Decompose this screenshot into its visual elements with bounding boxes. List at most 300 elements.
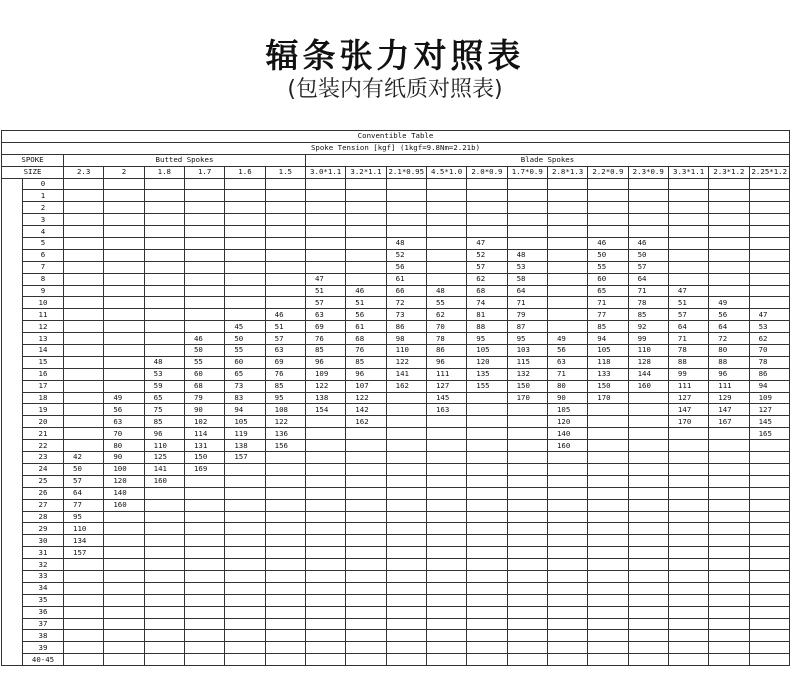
tension-cell: 71 (507, 297, 547, 309)
tension-cell (668, 475, 708, 487)
tension-cell (386, 214, 426, 226)
tension-cell (426, 511, 466, 523)
tension-cell: 71 (588, 297, 628, 309)
tension-cell (184, 570, 224, 582)
tension-cell (467, 642, 507, 654)
tension-cell (265, 238, 305, 250)
tension-cell: 96 (144, 428, 184, 440)
column-header: 2.3*0.9 (628, 166, 668, 178)
tension-cell (386, 475, 426, 487)
tension-cell (507, 582, 547, 594)
tension-cell (507, 594, 547, 606)
tension-cell: 86 (386, 321, 426, 333)
tension-cell: 60 (225, 356, 265, 368)
row-reading-label: 12 (23, 321, 64, 333)
tension-cell (386, 511, 426, 523)
tension-cell (628, 630, 668, 642)
tension-cell (426, 463, 466, 475)
tension-cell (547, 535, 587, 547)
tension-cell (749, 511, 789, 523)
tension-cell (709, 440, 749, 452)
tension-cell (225, 511, 265, 523)
tension-cell (507, 487, 547, 499)
tension-cell: 70 (749, 345, 789, 357)
tension-cell: 69 (305, 321, 345, 333)
tension-cell: 145 (426, 392, 466, 404)
caption-row-2 (2, 142, 790, 154)
tension-cell: 51 (668, 297, 708, 309)
table-row (2, 214, 790, 226)
tension-cell (305, 499, 345, 511)
tension-cell (547, 511, 587, 523)
tension-cell (144, 570, 184, 582)
tension-cell: 109 (749, 392, 789, 404)
tension-cell: 122 (305, 380, 345, 392)
tension-cell: 85 (588, 321, 628, 333)
tension-cell (749, 226, 789, 238)
tension-cell: 80 (104, 440, 144, 452)
tension-cell: 50 (64, 463, 104, 475)
tension-cell (144, 630, 184, 642)
tension-cell (507, 214, 547, 226)
table-row (2, 511, 790, 523)
tension-cell (709, 582, 749, 594)
tension-cell (104, 618, 144, 630)
tension-cell: 65 (144, 392, 184, 404)
tension-cell (104, 630, 144, 642)
tension-cell (668, 487, 708, 499)
table-subcaption: Spoke Tension [kgf] (1kgf=9.8Nm=2.21b) (2, 142, 790, 154)
tension-cell (709, 523, 749, 535)
tension-cell (225, 202, 265, 214)
tension-cell (386, 582, 426, 594)
table-row (2, 428, 790, 440)
tension-cell: 109 (305, 368, 345, 380)
tension-cell (588, 547, 628, 559)
tension-cell (628, 654, 668, 666)
tension-cell: 88 (467, 321, 507, 333)
tension-cell (547, 452, 587, 464)
tension-cell (749, 559, 789, 571)
row-reading-label: 9 (23, 285, 64, 297)
tension-cell (588, 416, 628, 428)
tension-cell (668, 511, 708, 523)
tension-cell (709, 570, 749, 582)
tension-cell (668, 463, 708, 475)
tension-cell (668, 630, 708, 642)
row-reading-label: 37 (23, 618, 64, 630)
spoke-label: SPOKE (2, 154, 64, 166)
tension-cell (588, 535, 628, 547)
tension-cell (386, 416, 426, 428)
tension-cell (749, 475, 789, 487)
tension-cell (507, 178, 547, 190)
tension-cell: 85 (305, 345, 345, 357)
tension-cell: 46 (628, 238, 668, 250)
tension-cell (426, 606, 466, 618)
tension-cell: 154 (305, 404, 345, 416)
tension-cell (507, 559, 547, 571)
tension-cell (346, 618, 386, 630)
tension-cell (184, 654, 224, 666)
tension-cell (104, 642, 144, 654)
tension-cell (668, 249, 708, 261)
column-header: 2 (104, 166, 144, 178)
tension-cell (305, 487, 345, 499)
tension-cell: 120 (104, 475, 144, 487)
tension-cell (184, 261, 224, 273)
tension-cell: 85 (628, 309, 668, 321)
tension-cell: 135 (467, 368, 507, 380)
size-header-row (2, 166, 790, 178)
tension-cell (144, 523, 184, 535)
tension-cell (144, 606, 184, 618)
tension-cell (305, 535, 345, 547)
tension-cell (467, 416, 507, 428)
tension-cell: 142 (346, 404, 386, 416)
table-row (2, 321, 790, 333)
tension-cell (426, 273, 466, 285)
tension-cell (104, 654, 144, 666)
tension-cell: 114 (184, 428, 224, 440)
tension-cell (305, 463, 345, 475)
tension-cell (305, 547, 345, 559)
tension-cell: 64 (668, 321, 708, 333)
tension-cell (104, 523, 144, 535)
tension-cell (749, 630, 789, 642)
tension-cell (668, 428, 708, 440)
row-reading-label: 15 (23, 356, 64, 368)
tension-cell (588, 654, 628, 666)
tension-cell (184, 487, 224, 499)
tension-cell: 98 (386, 333, 426, 345)
tension-cell (507, 654, 547, 666)
tension-cell (628, 559, 668, 571)
tension-cell (709, 226, 749, 238)
tension-cell (467, 452, 507, 464)
tension-cell: 90 (184, 404, 224, 416)
tension-cell (346, 440, 386, 452)
tension-cell (386, 654, 426, 666)
tension-cell (588, 178, 628, 190)
tension-cell (749, 547, 789, 559)
size-label: SIZE (2, 166, 64, 178)
tension-cell (749, 440, 789, 452)
tension-cell (386, 178, 426, 190)
tension-cell (709, 630, 749, 642)
tension-cell: 48 (144, 356, 184, 368)
tension-cell (104, 582, 144, 594)
tension-cell: 160 (144, 475, 184, 487)
tension-cell (346, 630, 386, 642)
tension-cell (507, 190, 547, 202)
tension-cell (225, 559, 265, 571)
tension-cell (346, 535, 386, 547)
tension-cell: 46 (588, 238, 628, 250)
row-reading-label: 26 (23, 487, 64, 499)
tension-cell (749, 499, 789, 511)
tension-cell (588, 190, 628, 202)
tension-cell (547, 273, 587, 285)
tension-cell (386, 463, 426, 475)
tension-cell (426, 654, 466, 666)
tension-cell (426, 618, 466, 630)
tension-cell (64, 594, 104, 606)
tension-cell (507, 226, 547, 238)
row-reading-label: 2 (23, 202, 64, 214)
tension-cell (225, 285, 265, 297)
row-reading-label: 19 (23, 404, 64, 416)
tension-cell (547, 594, 587, 606)
tension-cell: 77 (64, 499, 104, 511)
tension-cell (305, 559, 345, 571)
tension-cell (467, 511, 507, 523)
tension-cell (547, 190, 587, 202)
tension-cell (346, 499, 386, 511)
tension-cell (144, 214, 184, 226)
row-reading-label: 7 (23, 261, 64, 273)
tension-cell (144, 178, 184, 190)
tension-cell: 94 (588, 333, 628, 345)
tension-cell: 94 (225, 404, 265, 416)
tension-cell (346, 642, 386, 654)
tension-cell (386, 452, 426, 464)
tension-cell (305, 654, 345, 666)
tension-cell: 108 (265, 404, 305, 416)
tension-cell: 111 (668, 380, 708, 392)
table-row (2, 416, 790, 428)
tension-cell (588, 440, 628, 452)
tension-cell (386, 630, 426, 642)
tension-cell (225, 214, 265, 226)
tension-cell (144, 487, 184, 499)
tension-cell (265, 273, 305, 285)
table-row (2, 618, 790, 630)
tension-cell: 55 (588, 261, 628, 273)
tension-cell (426, 190, 466, 202)
tension-cell (749, 523, 789, 535)
tension-cell (225, 249, 265, 261)
tension-cell (104, 559, 144, 571)
tension-cell (709, 618, 749, 630)
tension-cell: 69 (265, 356, 305, 368)
tension-cell (104, 321, 144, 333)
tension-cell (628, 511, 668, 523)
tension-cell (346, 570, 386, 582)
tension-cell: 138 (305, 392, 345, 404)
tension-cell: 76 (305, 333, 345, 345)
table-row (2, 570, 790, 582)
tension-cell (749, 190, 789, 202)
tension-cell (588, 523, 628, 535)
tension-cell (507, 535, 547, 547)
tension-cell (265, 630, 305, 642)
tension-cell: 157 (225, 452, 265, 464)
tension-cell: 52 (386, 249, 426, 261)
tension-cell (507, 618, 547, 630)
tension-cell: 50 (184, 345, 224, 357)
tension-cell: 61 (386, 273, 426, 285)
tension-cell (749, 535, 789, 547)
tension-cell: 147 (709, 404, 749, 416)
tension-cell (144, 345, 184, 357)
tension-cell: 56 (547, 345, 587, 357)
tension-cell (265, 642, 305, 654)
tension-cell (144, 547, 184, 559)
tension-cell: 74 (467, 297, 507, 309)
tension-cell (588, 606, 628, 618)
tension-cell: 150 (507, 380, 547, 392)
row-reading-label: 10 (23, 297, 64, 309)
tension-cell (346, 226, 386, 238)
tension-cell (507, 238, 547, 250)
tension-cell (225, 487, 265, 499)
tension-cell (547, 642, 587, 654)
table-row (2, 345, 790, 357)
tension-cell (225, 190, 265, 202)
tension-cell (668, 178, 708, 190)
tension-cell (144, 249, 184, 261)
tension-cell (64, 570, 104, 582)
tension-cell (265, 261, 305, 273)
tension-cell (628, 463, 668, 475)
tension-cell: 57 (628, 261, 668, 273)
tension-cell (668, 226, 708, 238)
tension-cell: 102 (184, 416, 224, 428)
tension-cell (386, 487, 426, 499)
tension-cell: 119 (225, 428, 265, 440)
tension-cell (346, 190, 386, 202)
table-row (2, 404, 790, 416)
tension-cell (144, 535, 184, 547)
tension-cell: 128 (628, 356, 668, 368)
tension-cell (144, 309, 184, 321)
tension-cell (426, 487, 466, 499)
tension-cell (547, 238, 587, 250)
tension-cell (507, 475, 547, 487)
tension-cell: 46 (346, 285, 386, 297)
tension-cell (709, 475, 749, 487)
tension-cell: 56 (709, 309, 749, 321)
tension-cell (426, 499, 466, 511)
row-reading-label: 23 (23, 452, 64, 464)
tension-cell: 163 (426, 404, 466, 416)
tension-cell: 63 (265, 345, 305, 357)
tension-cell (668, 214, 708, 226)
tension-cell (749, 273, 789, 285)
tension-cell (588, 570, 628, 582)
tension-cell: 87 (507, 321, 547, 333)
tension-cell: 95 (507, 333, 547, 345)
tension-cell (184, 285, 224, 297)
tension-cell (265, 226, 305, 238)
tension-cell (265, 535, 305, 547)
tension-cell (104, 368, 144, 380)
tension-cell: 48 (426, 285, 466, 297)
tension-cell: 80 (709, 345, 749, 357)
tension-cell: 156 (265, 440, 305, 452)
column-header: 2.25*1.2 (749, 166, 789, 178)
tension-cell (144, 273, 184, 285)
row-reading-label: 17 (23, 380, 64, 392)
tension-cell: 100 (104, 463, 144, 475)
tension-cell (507, 606, 547, 618)
tension-cell (628, 582, 668, 594)
tension-cell (588, 226, 628, 238)
tension-cell: 61 (346, 321, 386, 333)
tension-cell (467, 404, 507, 416)
tension-cell: 51 (265, 321, 305, 333)
tension-cell: 167 (709, 416, 749, 428)
tension-cell (104, 261, 144, 273)
tension-cell (184, 249, 224, 261)
tension-cell (749, 606, 789, 618)
column-header: 1.7*0.9 (507, 166, 547, 178)
tension-cell (547, 321, 587, 333)
tension-cell (346, 238, 386, 250)
tension-cell (426, 416, 466, 428)
tension-cell: 57 (64, 475, 104, 487)
row-reading-label: 8 (23, 273, 64, 285)
row-reading-label: 25 (23, 475, 64, 487)
tension-cell (507, 452, 547, 464)
tension-cell (104, 202, 144, 214)
tension-cell (305, 178, 345, 190)
tension-cell: 79 (184, 392, 224, 404)
tension-cell (265, 487, 305, 499)
row-reading-label: 28 (23, 511, 64, 523)
tension-cell: 110 (64, 523, 104, 535)
tension-cell: 63 (104, 416, 144, 428)
tension-cell (144, 226, 184, 238)
tension-cell: 80 (547, 380, 587, 392)
tension-cell (588, 559, 628, 571)
tension-cell: 140 (547, 428, 587, 440)
tension-cell: 56 (386, 261, 426, 273)
tension-cell (426, 452, 466, 464)
tension-cell: 147 (668, 404, 708, 416)
tension-cell (305, 190, 345, 202)
tension-cell (588, 463, 628, 475)
tension-cell (749, 202, 789, 214)
tension-cell (64, 273, 104, 285)
tension-cell (749, 285, 789, 297)
tension-cell (225, 297, 265, 309)
tension-cell (346, 511, 386, 523)
tension-cell (668, 499, 708, 511)
tension-cell: 62 (467, 273, 507, 285)
tension-cell: 57 (467, 261, 507, 273)
tension-cell (467, 654, 507, 666)
tension-cell: 47 (305, 273, 345, 285)
tension-cell: 71 (628, 285, 668, 297)
tension-cell (144, 202, 184, 214)
tension-cell (507, 511, 547, 523)
tension-cell (184, 297, 224, 309)
tension-cell: 162 (346, 416, 386, 428)
tension-cell (628, 618, 668, 630)
tension-cell (628, 428, 668, 440)
tension-cell (547, 499, 587, 511)
tension-cell (386, 523, 426, 535)
column-header: 2.3 (64, 166, 104, 178)
tension-cell: 96 (426, 356, 466, 368)
table-row (2, 654, 790, 666)
tension-cell (104, 249, 144, 261)
tension-cell (588, 202, 628, 214)
tension-cell: 71 (668, 333, 708, 345)
table-row (2, 297, 790, 309)
